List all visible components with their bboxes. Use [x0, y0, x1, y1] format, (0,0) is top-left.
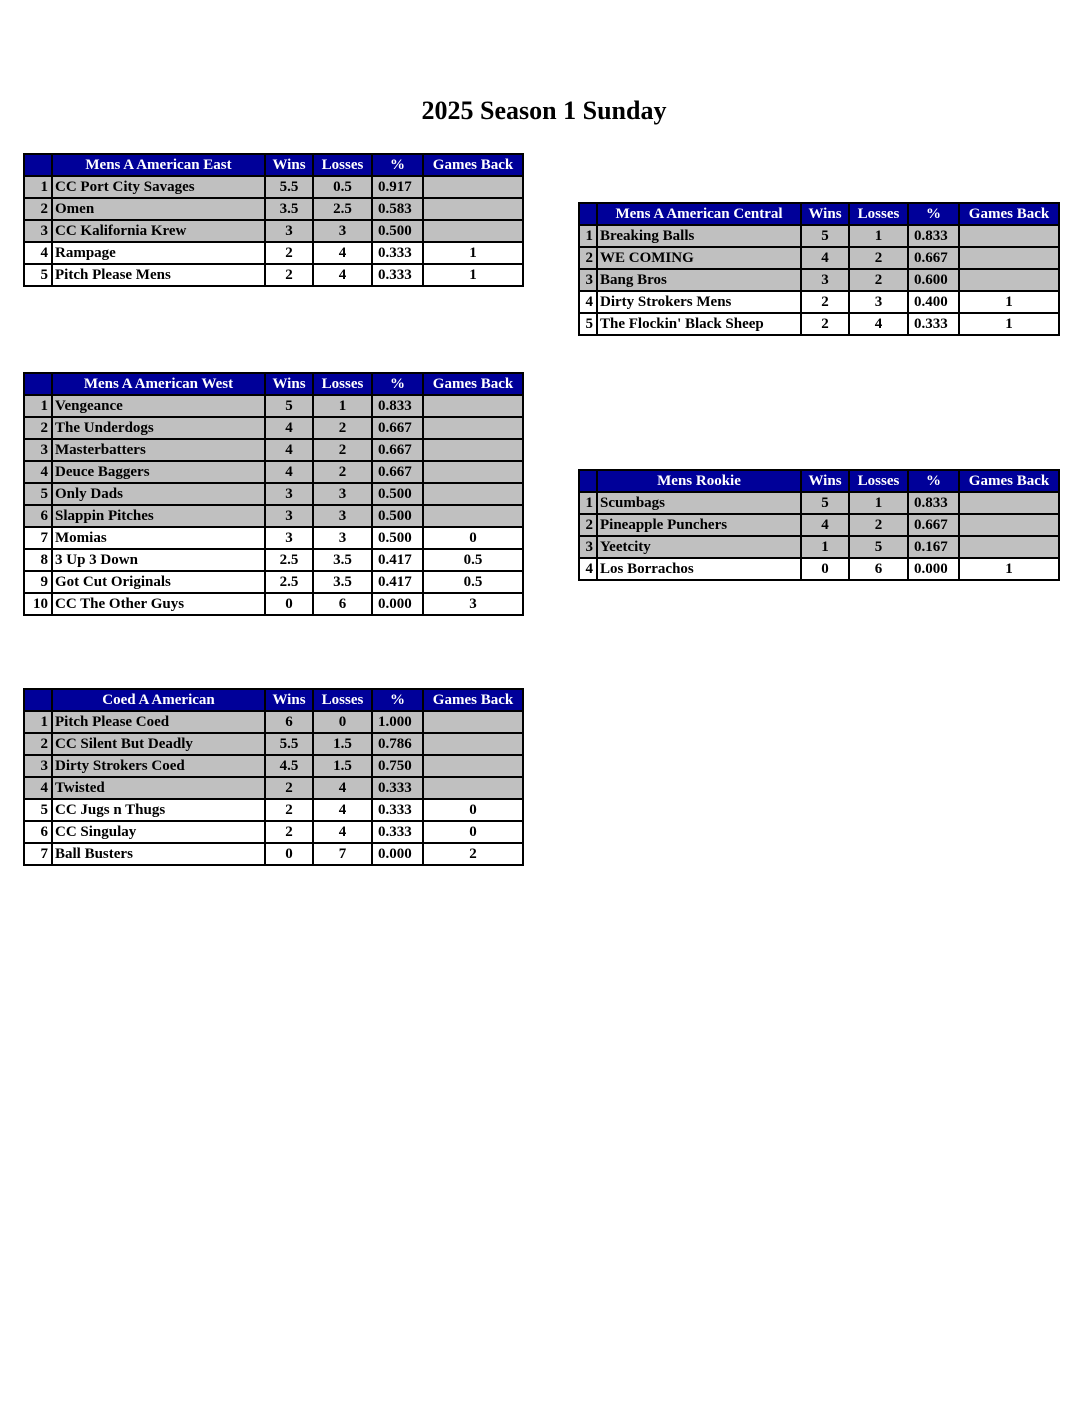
games-back-cell: 0.5: [423, 549, 523, 571]
header-row: [579, 470, 1059, 492]
team-name-cell: Yeetcity: [597, 536, 801, 558]
pct-cell: 0.833: [908, 492, 959, 514]
pct-cell: 0.000: [372, 843, 423, 865]
table-row: [24, 755, 523, 777]
pct-cell: 0.333: [372, 777, 423, 799]
pct-cell: 0.833: [908, 225, 959, 247]
rank-cell: 2: [24, 417, 52, 439]
pct-cell: 0.417: [372, 549, 423, 571]
header-row: [24, 689, 523, 711]
wins-cell: 2: [265, 264, 313, 286]
games-back-cell: 0.5: [423, 571, 523, 593]
rank-cell: 4: [579, 558, 597, 580]
games-back-cell: [959, 269, 1059, 291]
pct-cell: 0.667: [908, 247, 959, 269]
wins-cell: 5.5: [265, 176, 313, 198]
rank-cell: 5: [24, 264, 52, 286]
team-name-cell: Only Dads: [52, 483, 265, 505]
losses-cell: 1: [849, 492, 908, 514]
losses-header: Losses: [313, 373, 372, 395]
rank-cell: 3: [24, 220, 52, 242]
table-row: [24, 843, 523, 865]
games-back-cell: [423, 461, 523, 483]
rank-cell: 4: [24, 242, 52, 264]
team-name-cell: Pitch Please Mens: [52, 264, 265, 286]
wins-cell: 0: [801, 558, 849, 580]
losses-cell: 2: [313, 439, 372, 461]
losses-cell: 4: [313, 264, 372, 286]
games-back-cell: [959, 492, 1059, 514]
games-back-cell: [959, 536, 1059, 558]
wins-cell: 3: [265, 220, 313, 242]
pct-cell: 0.333: [372, 242, 423, 264]
pct-cell: 0.400: [908, 291, 959, 313]
pct-cell: 0.667: [372, 461, 423, 483]
pct-cell: 0.417: [372, 571, 423, 593]
losses-cell: 4: [313, 777, 372, 799]
standings-table-mens-a-american-west: [23, 372, 524, 616]
table-row: [579, 225, 1059, 247]
rank-cell: 6: [24, 821, 52, 843]
games-back-cell: 2: [423, 843, 523, 865]
wins-header: Wins: [265, 154, 313, 176]
rank-cell: 7: [24, 843, 52, 865]
games-back-cell: [423, 483, 523, 505]
losses-cell: 1: [313, 395, 372, 417]
pct-cell: 1.000: [372, 711, 423, 733]
losses-cell: 2: [849, 514, 908, 536]
team-name-cell: Deuce Baggers: [52, 461, 265, 483]
pct-header: %: [372, 689, 423, 711]
wins-cell: 2: [801, 313, 849, 335]
wins-header: Wins: [265, 689, 313, 711]
losses-cell: 6: [313, 593, 372, 615]
pct-header: %: [372, 373, 423, 395]
pct-cell: 0.167: [908, 536, 959, 558]
team-name-cell: Got Cut Originals: [52, 571, 265, 593]
wins-cell: 4: [265, 461, 313, 483]
division-name: Mens A American Central: [597, 203, 801, 225]
table-row: [24, 821, 523, 843]
pct-cell: 0.333: [908, 313, 959, 335]
team-name-cell: WE COMING: [597, 247, 801, 269]
rank-header: [24, 373, 52, 395]
team-name-cell: The Flockin' Black Sheep: [597, 313, 801, 335]
games-back-cell: 1: [959, 291, 1059, 313]
pct-cell: 0.500: [372, 505, 423, 527]
pct-cell: 0.333: [372, 821, 423, 843]
games-back-cell: [423, 505, 523, 527]
table-row: [579, 269, 1059, 291]
wins-cell: 3: [265, 527, 313, 549]
rank-cell: 3: [579, 536, 597, 558]
header-row: [24, 373, 523, 395]
losses-cell: 7: [313, 843, 372, 865]
rank-cell: 3: [24, 439, 52, 461]
wins-cell: 5: [265, 395, 313, 417]
table-row: [24, 198, 523, 220]
table-row: [24, 395, 523, 417]
wins-cell: 3: [801, 269, 849, 291]
rank-cell: 2: [579, 514, 597, 536]
table-row: [579, 247, 1059, 269]
losses-cell: 4: [849, 313, 908, 335]
games-back-cell: 1: [959, 313, 1059, 335]
team-name-cell: Dirty Strokers Coed: [52, 755, 265, 777]
wins-cell: 4: [265, 417, 313, 439]
wins-cell: 3.5: [265, 198, 313, 220]
table-row: [24, 220, 523, 242]
table-row: [24, 711, 523, 733]
team-name-cell: Masterbatters: [52, 439, 265, 461]
team-name-cell: Pineapple Punchers: [597, 514, 801, 536]
losses-cell: 4: [313, 821, 372, 843]
table-row: [24, 549, 523, 571]
games-back-header: Games Back: [423, 154, 523, 176]
pct-cell: 0.600: [908, 269, 959, 291]
wins-cell: 1: [801, 536, 849, 558]
rank-cell: 8: [24, 549, 52, 571]
rank-cell: 4: [24, 461, 52, 483]
wins-cell: 2: [265, 799, 313, 821]
losses-cell: 2: [849, 247, 908, 269]
rank-cell: 1: [24, 395, 52, 417]
wins-cell: 4: [265, 439, 313, 461]
wins-cell: 0: [265, 593, 313, 615]
rank-cell: 7: [24, 527, 52, 549]
table-row: [24, 571, 523, 593]
team-name-cell: CC Singulay: [52, 821, 265, 843]
table-row: [24, 527, 523, 549]
team-name-cell: Rampage: [52, 242, 265, 264]
team-name-cell: Breaking Balls: [597, 225, 801, 247]
rank-cell: 1: [24, 176, 52, 198]
losses-header: Losses: [313, 154, 372, 176]
pct-cell: 0.833: [372, 395, 423, 417]
table-row: [24, 439, 523, 461]
wins-cell: 5.5: [265, 733, 313, 755]
wins-cell: 5: [801, 492, 849, 514]
wins-cell: 4: [801, 514, 849, 536]
rank-cell: 1: [24, 711, 52, 733]
table-row: [579, 514, 1059, 536]
pct-cell: 0.500: [372, 220, 423, 242]
games-back-cell: 0: [423, 821, 523, 843]
pct-cell: 0.500: [372, 483, 423, 505]
table-row: [579, 313, 1059, 335]
pct-cell: 0.750: [372, 755, 423, 777]
pct-cell: 0.333: [372, 264, 423, 286]
division-name: Coed A American: [52, 689, 265, 711]
wins-cell: 2: [801, 291, 849, 313]
table-row: [24, 461, 523, 483]
pct-cell: 0.667: [372, 417, 423, 439]
rank-cell: 9: [24, 571, 52, 593]
games-back-cell: 0: [423, 799, 523, 821]
games-back-cell: 0: [423, 527, 523, 549]
games-back-cell: [423, 198, 523, 220]
pct-cell: 0.917: [372, 176, 423, 198]
losses-header: Losses: [849, 470, 908, 492]
team-name-cell: Slappin Pitches: [52, 505, 265, 527]
wins-cell: 0: [265, 843, 313, 865]
pct-cell: 0.667: [372, 439, 423, 461]
pct-cell: 0.583: [372, 198, 423, 220]
page-title: 2025 Season 1 Sunday: [421, 96, 667, 125]
team-name-cell: Pitch Please Coed: [52, 711, 265, 733]
rank-cell: 5: [24, 799, 52, 821]
wins-cell: 2.5: [265, 571, 313, 593]
games-back-cell: 1: [959, 558, 1059, 580]
losses-cell: 3: [313, 505, 372, 527]
rank-header: [24, 154, 52, 176]
header-row: [579, 203, 1059, 225]
rank-header: [24, 689, 52, 711]
games-back-cell: [423, 711, 523, 733]
pct-header: %: [908, 470, 959, 492]
losses-cell: 3: [313, 483, 372, 505]
wins-cell: 3: [265, 505, 313, 527]
standings-table-mens-a-american-east: [23, 153, 524, 287]
table-row: [24, 505, 523, 527]
team-name-cell: Ball Busters: [52, 843, 265, 865]
games-back-cell: [423, 733, 523, 755]
games-back-cell: [423, 220, 523, 242]
team-name-cell: Dirty Strokers Mens: [597, 291, 801, 313]
games-back-header: Games Back: [423, 689, 523, 711]
team-name-cell: Omen: [52, 198, 265, 220]
team-name-cell: Bang Bros: [597, 269, 801, 291]
standings-table-coed-a-american: [23, 688, 524, 866]
losses-cell: 1.5: [313, 755, 372, 777]
wins-header: Wins: [801, 203, 849, 225]
rank-cell: 2: [24, 733, 52, 755]
table-row: [24, 799, 523, 821]
losses-cell: 3.5: [313, 549, 372, 571]
wins-cell: 2: [265, 777, 313, 799]
division-name: Mens Rookie: [597, 470, 801, 492]
table-row: [24, 264, 523, 286]
division-name: Mens A American East: [52, 154, 265, 176]
wins-header: Wins: [801, 470, 849, 492]
wins-cell: 5: [801, 225, 849, 247]
table-row: [24, 242, 523, 264]
rank-header: [579, 470, 597, 492]
table-row: [24, 483, 523, 505]
rank-cell: 4: [24, 777, 52, 799]
games-back-cell: [423, 755, 523, 777]
pct-cell: 0.000: [908, 558, 959, 580]
division-name: Mens A American West: [52, 373, 265, 395]
wins-cell: 3: [265, 483, 313, 505]
games-back-cell: [959, 247, 1059, 269]
team-name-cell: The Underdogs: [52, 417, 265, 439]
table-row: [579, 558, 1059, 580]
rank-cell: 4: [579, 291, 597, 313]
games-back-header: Games Back: [959, 203, 1059, 225]
losses-cell: 3: [313, 220, 372, 242]
team-name-cell: Los Borrachos: [597, 558, 801, 580]
losses-cell: 0: [313, 711, 372, 733]
rank-cell: 6: [24, 505, 52, 527]
games-back-cell: [423, 777, 523, 799]
pct-header: %: [908, 203, 959, 225]
pct-cell: 0.786: [372, 733, 423, 755]
rank-cell: 3: [579, 269, 597, 291]
standings-table-mens-a-american-central: [578, 202, 1060, 336]
rank-cell: 5: [579, 313, 597, 335]
losses-cell: 6: [849, 558, 908, 580]
team-name-cell: CC Jugs n Thugs: [52, 799, 265, 821]
losses-cell: 0.5: [313, 176, 372, 198]
games-back-cell: [959, 225, 1059, 247]
rank-cell: 1: [579, 492, 597, 514]
table-row: [24, 733, 523, 755]
wins-cell: 2: [265, 821, 313, 843]
pct-cell: 0.667: [908, 514, 959, 536]
rank-cell: 1: [579, 225, 597, 247]
team-name-cell: CC The Other Guys: [52, 593, 265, 615]
wins-cell: 2.5: [265, 549, 313, 571]
games-back-header: Games Back: [959, 470, 1059, 492]
losses-cell: 5: [849, 536, 908, 558]
games-back-cell: 1: [423, 242, 523, 264]
team-name-cell: 3 Up 3 Down: [52, 549, 265, 571]
team-name-cell: Scumbags: [597, 492, 801, 514]
losses-cell: 1: [849, 225, 908, 247]
team-name-cell: Momias: [52, 527, 265, 549]
table-row: [24, 417, 523, 439]
wins-cell: 4.5: [265, 755, 313, 777]
games-back-cell: 3: [423, 593, 523, 615]
team-name-cell: CC Kalifornia Krew: [52, 220, 265, 242]
wins-cell: 2: [265, 242, 313, 264]
pct-cell: 0.333: [372, 799, 423, 821]
rank-header: [579, 203, 597, 225]
table-row: [579, 291, 1059, 313]
games-back-cell: [959, 514, 1059, 536]
games-back-cell: [423, 417, 523, 439]
table-row: [579, 492, 1059, 514]
games-back-cell: 1: [423, 264, 523, 286]
rank-cell: 3: [24, 755, 52, 777]
losses-cell: 4: [313, 799, 372, 821]
team-name-cell: Twisted: [52, 777, 265, 799]
losses-cell: 3: [313, 527, 372, 549]
losses-cell: 2: [313, 461, 372, 483]
losses-header: Losses: [849, 203, 908, 225]
table-row: [24, 176, 523, 198]
header-row: [24, 154, 523, 176]
rank-cell: 5: [24, 483, 52, 505]
games-back-cell: [423, 395, 523, 417]
losses-cell: 3: [849, 291, 908, 313]
table-row: [579, 536, 1059, 558]
losses-cell: 2: [849, 269, 908, 291]
losses-cell: 3.5: [313, 571, 372, 593]
standings-table-mens-rookie: [578, 469, 1060, 581]
pct-header: %: [372, 154, 423, 176]
losses-cell: 1.5: [313, 733, 372, 755]
rank-cell: 2: [579, 247, 597, 269]
games-back-header: Games Back: [423, 373, 523, 395]
losses-cell: 2: [313, 417, 372, 439]
rank-cell: 2: [24, 198, 52, 220]
wins-cell: 6: [265, 711, 313, 733]
wins-header: Wins: [265, 373, 313, 395]
losses-cell: 2.5: [313, 198, 372, 220]
pct-cell: 0.500: [372, 527, 423, 549]
team-name-cell: CC Port City Savages: [52, 176, 265, 198]
wins-cell: 4: [801, 247, 849, 269]
losses-header: Losses: [313, 689, 372, 711]
pct-cell: 0.000: [372, 593, 423, 615]
table-row: [24, 777, 523, 799]
rank-cell: 10: [24, 593, 52, 615]
team-name-cell: Vengeance: [52, 395, 265, 417]
table-row: [24, 593, 523, 615]
losses-cell: 4: [313, 242, 372, 264]
games-back-cell: [423, 439, 523, 461]
team-name-cell: CC Silent But Deadly: [52, 733, 265, 755]
games-back-cell: [423, 176, 523, 198]
